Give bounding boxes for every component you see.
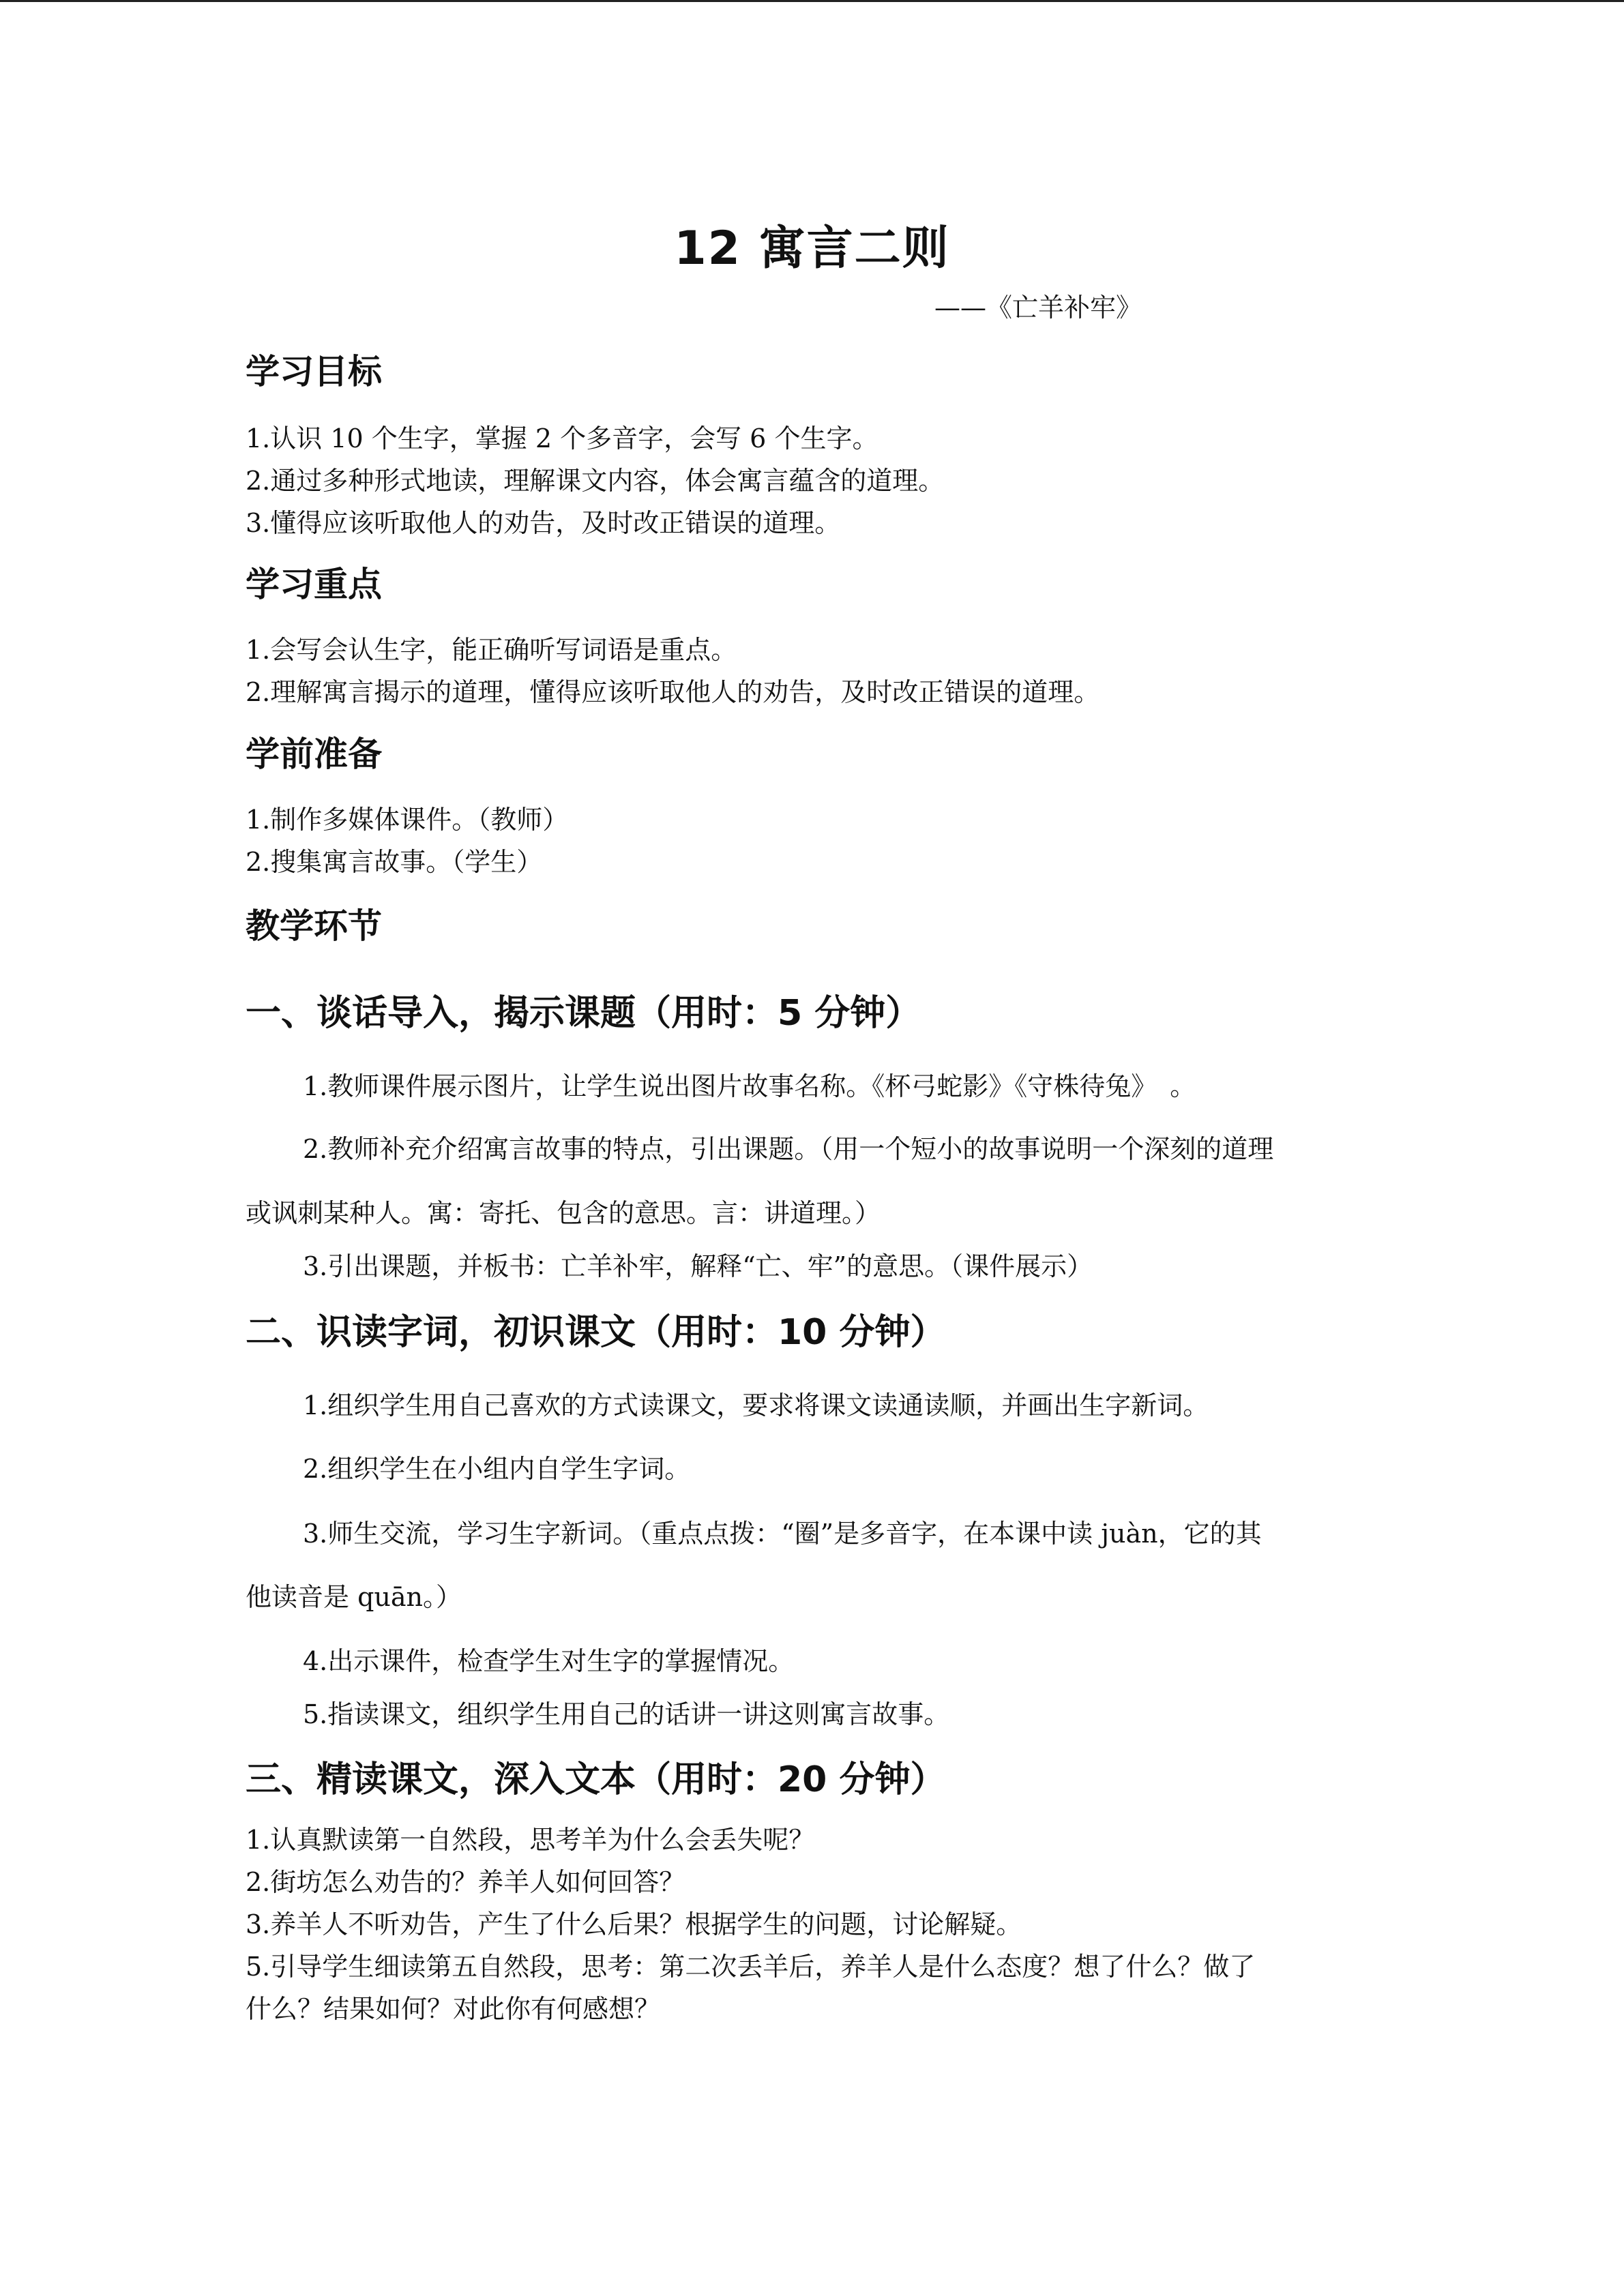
step-3-item-1: 1.认真默读第一自然段，思考羊为什么会丢失呢？	[246, 1825, 815, 1855]
goal-item-2: 2.通过多种形式地读，理解课文内容，体会寓言蕴含的道理。	[246, 466, 945, 496]
section-heading-focus: 学习重点	[246, 565, 382, 604]
step-1-heading: 一、谈话导入，揭示课题（用时：5 分钟）	[246, 993, 921, 1034]
step-1-item-2: 2.教师补充介绍寓言故事的特点，引出课题。（用一个短小的故事说明一个深刻的道理	[303, 1134, 1274, 1164]
section-heading-teaching: 教学环节	[246, 906, 382, 946]
step-1-item-2-cont: 或讽刺某种人。寓：寄托、包含的意思。言：讲道理。）	[246, 1198, 881, 1228]
step-3-item-2: 2.街坊怎么劝告的？养羊人如何回答？	[246, 1867, 685, 1897]
step-1-item-3: 3.引出课题，并板书：亡羊补牢，解释“亡、牢”的意思。（课件展示）	[303, 1251, 1093, 1281]
step-2-item-3-cont: 他读音是 quān。）	[246, 1582, 462, 1612]
step-3-item-5-cont: 什么？结果如何？对此你有何感想？	[246, 1994, 661, 2024]
step-3-item-3: 3.养羊人不听劝告，产生了什么后果？根据学生的问题，讨论解疑。	[246, 1909, 1022, 1939]
section-heading-prep: 学前准备	[246, 734, 382, 774]
step-2-item-2: 2.组织学生在小组内自学生字词。	[303, 1454, 691, 1484]
step-2-heading: 二、识读字词，初识课文（用时：10 分钟）	[246, 1312, 946, 1353]
goal-item-1: 1.认识 10 个生字，掌握 2 个多音字，会写 6 个生字。	[246, 423, 879, 453]
goal-item-3: 3.懂得应该听取他人的劝告，及时改正错误的道理。	[246, 508, 841, 538]
step-3-item-5: 5.引导学生细读第五自然段，思考：第二次丢羊后，养羊人是什么态度？想了什么？做了	[246, 1952, 1256, 1982]
step-1-item-1: 1.教师课件展示图片，让学生说出图片故事名称。《杯弓蛇影》《守株待兔》 。	[303, 1071, 1196, 1101]
prep-item-2: 2.搜集寓言故事。（学生）	[246, 847, 543, 877]
focus-item-1: 1.会写会认生字，能正确听写词语是重点。	[246, 635, 737, 665]
section-heading-goals: 学习目标	[246, 352, 382, 391]
focus-item-2: 2.理解寓言揭示的道理，懂得应该听取他人的劝告，及时改正错误的道理。	[246, 677, 1100, 707]
step-2-item-5: 5.指读课文，组织学生用自己的话讲一讲这则寓言故事。	[303, 1699, 950, 1729]
step-2-item-4: 4.出示课件，检查学生对生字的掌握情况。	[303, 1646, 795, 1676]
step-2-item-1: 1.组织学生用自己喜欢的方式读课文，要求将课文读通读顺，并画出生字新词。	[303, 1390, 1209, 1420]
step-3-heading: 三、精读课文，深入文本（用时：20 分钟）	[246, 1759, 946, 1800]
step-2-item-3: 3.师生交流，学习生字新词。（重点点拨：“圈”是多音字，在本课中读 juàn，它的其	[303, 1519, 1262, 1549]
document-title: 12 寓言二则	[674, 222, 950, 275]
document-subtitle: ——《亡羊补牢》	[934, 293, 1142, 323]
prep-item-1: 1.制作多媒体课件。（教师）	[246, 805, 569, 835]
